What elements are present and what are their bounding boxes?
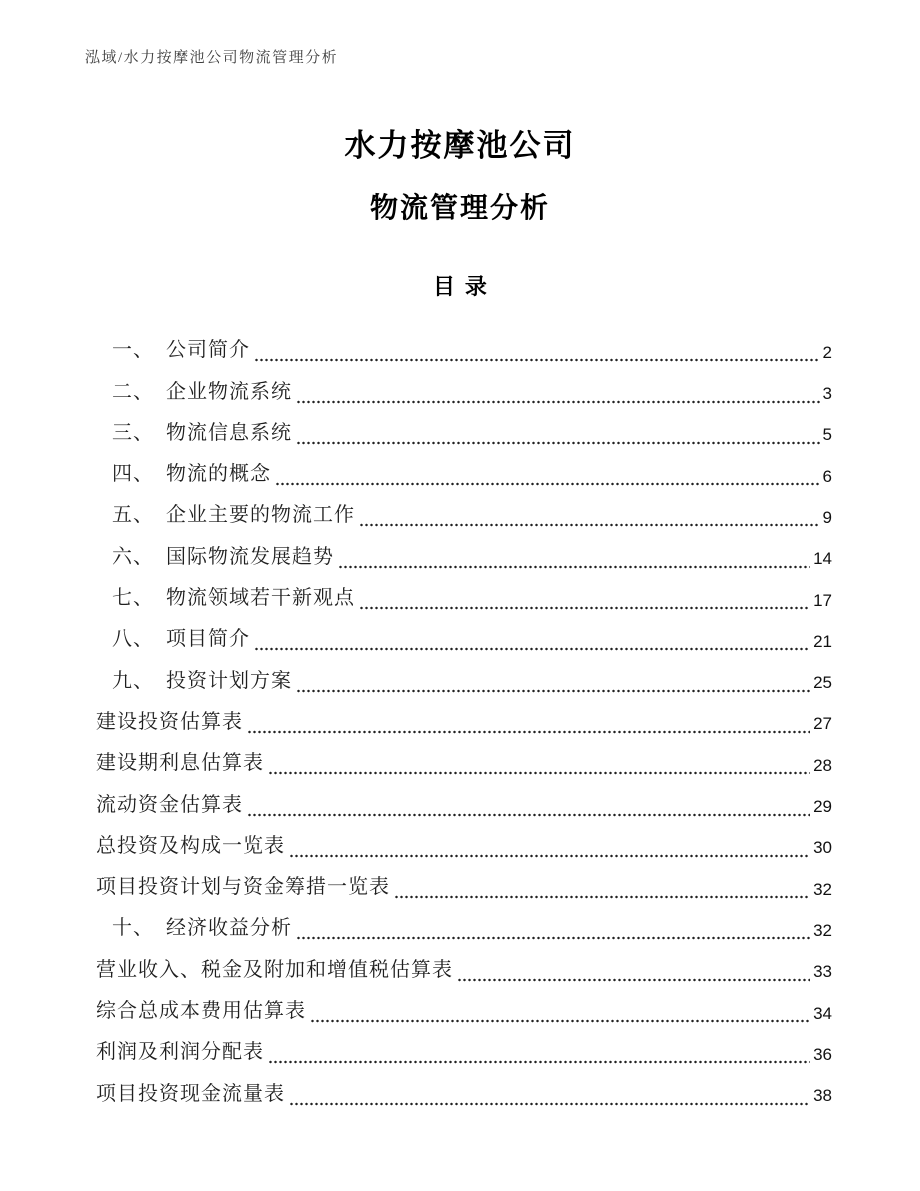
toc-entry-label[interactable]: 利润及利润分配表 — [96, 1041, 264, 1064]
toc-entry[interactable] — [90, 693, 832, 734]
toc-dot-leader — [275, 479, 820, 486]
toc-entry-page: 34 — [813, 1003, 832, 1023]
toc-entry-page: 32 — [813, 879, 832, 899]
toc-dot-leader — [254, 355, 820, 362]
toc-entry-label[interactable] — [90, 380, 292, 404]
toc-dot-leader — [254, 644, 810, 651]
toc-entry[interactable] — [90, 362, 832, 403]
toc-dot-leader — [296, 438, 820, 445]
toc-dot-leader — [310, 1016, 810, 1023]
toc-entry[interactable] — [90, 486, 832, 527]
toc-entry-label[interactable] — [90, 916, 292, 940]
toc-entry-label[interactable] — [90, 586, 355, 610]
toc-entry-label[interactable] — [90, 421, 292, 445]
toc-dot-leader — [296, 933, 810, 940]
toc-entry-page: 33 — [813, 962, 832, 982]
toc-entry[interactable] — [90, 527, 832, 568]
toc-entry-label[interactable]: 建设投资估算表 — [96, 710, 243, 733]
toc-entry-page: 21 — [813, 631, 832, 651]
toc-entry-label[interactable]: 项目投资现金流量表 — [96, 1082, 285, 1105]
toc-entry-label[interactable] — [90, 503, 355, 527]
toc-entry-page: 5 — [822, 425, 832, 445]
toc-dot-leader — [359, 520, 820, 527]
toc-entry-page: 36 — [813, 1044, 832, 1064]
toc-entry-title: 投资计划方案 — [166, 669, 292, 692]
toc-entry-title: 公司简介 — [166, 339, 250, 362]
toc-entry-number: 二、 — [112, 380, 154, 403]
toc-entry-page: 29 — [813, 797, 832, 817]
toc-dot-leader — [247, 810, 810, 817]
toc-entry-page: 2 — [822, 342, 832, 362]
page-header-text: 泓域/水力按摩池公司物流管理分析 — [85, 50, 339, 66]
toc-entry-page: 14 — [813, 549, 832, 569]
toc-dot-leader — [338, 562, 810, 569]
toc-entry-page: 17 — [813, 590, 832, 610]
toc-entry-title: 企业主要的物流工作 — [166, 504, 355, 527]
toc-entry[interactable] — [90, 1064, 832, 1105]
toc-entry-page: 3 — [822, 384, 832, 404]
toc-entry-number: 六、 — [112, 545, 154, 568]
toc-entry-title: 国际物流发展趋势 — [166, 545, 334, 568]
toc-dot-leader — [394, 892, 810, 899]
toc-dot-leader — [247, 727, 810, 734]
toc-entry-label[interactable] — [90, 669, 292, 693]
toc-entry[interactable] — [90, 734, 832, 775]
toc-entry[interactable] — [90, 940, 832, 981]
toc-entry-page: 28 — [813, 755, 832, 775]
document-title-line2: 物流管理分析 — [369, 192, 550, 223]
toc-entry[interactable] — [90, 899, 832, 940]
page-header — [85, 46, 338, 67]
toc-dot-leader — [296, 397, 820, 404]
toc-entry-number: 五、 — [112, 504, 154, 527]
toc-dot-leader — [289, 851, 810, 858]
toc-entry[interactable] — [90, 775, 832, 816]
toc-entry-page: 9 — [822, 507, 832, 527]
toc-entry-title: 物流领域若干新观点 — [166, 587, 355, 610]
toc-entry[interactable] — [90, 569, 832, 610]
toc-entry-page: 27 — [813, 714, 832, 734]
toc-entry-number: 八、 — [112, 628, 154, 651]
toc-entry[interactable] — [90, 445, 832, 486]
toc-entry[interactable] — [90, 982, 832, 1023]
toc-entry-number: 三、 — [112, 421, 154, 444]
toc-entry-page: 6 — [822, 466, 832, 486]
toc-entry-number: 一、 — [112, 339, 154, 362]
toc-entry-number: 九、 — [112, 669, 154, 692]
toc-entry-title: 项目简介 — [166, 628, 250, 651]
toc-entry[interactable] — [90, 817, 832, 858]
toc-entry[interactable] — [90, 1023, 832, 1064]
document-title-line1: 水力按摩池公司 — [344, 128, 576, 163]
toc-dot-leader — [296, 686, 810, 693]
toc-entry[interactable] — [90, 610, 832, 651]
toc-dot-leader — [359, 603, 810, 610]
toc-entry-page: 30 — [813, 838, 832, 858]
toc-entry-title: 企业物流系统 — [166, 380, 292, 403]
toc-entry-label[interactable]: 项目投资计划与资金筹措一览表 — [96, 876, 390, 899]
toc-entry-page: 25 — [813, 673, 832, 693]
toc-entry-label[interactable] — [90, 545, 334, 569]
toc-entry[interactable] — [90, 404, 832, 445]
toc-dot-leader — [457, 975, 810, 982]
toc-entry-label[interactable] — [90, 462, 271, 486]
toc-entry-label[interactable]: 营业收入、税金及附加和增值税估算表 — [96, 958, 453, 981]
toc-entry[interactable] — [90, 858, 832, 899]
toc-entry-number: 四、 — [112, 463, 154, 486]
toc-entry-page: 32 — [813, 920, 832, 940]
toc-entry-label[interactable] — [90, 338, 250, 362]
toc-entry-label[interactable]: 总投资及构成一览表 — [96, 834, 285, 857]
toc-entry-page: 38 — [813, 1086, 832, 1106]
toc-heading: 目录 — [433, 274, 497, 299]
toc-dot-leader — [268, 1057, 810, 1064]
toc-entry-title: 物流信息系统 — [166, 421, 292, 444]
toc-dot-leader — [289, 1099, 810, 1106]
toc-entry-title: 经济收益分析 — [166, 917, 292, 940]
toc-entry-label[interactable]: 流动资金估算表 — [96, 793, 243, 816]
toc-list — [90, 321, 832, 1106]
toc-entry-label[interactable]: 建设期利息估算表 — [96, 752, 264, 775]
toc-entry[interactable] — [90, 321, 832, 362]
toc-entry-label[interactable] — [90, 627, 250, 651]
toc-entry-label[interactable]: 综合总成本费用估算表 — [96, 1000, 306, 1023]
toc-dot-leader — [268, 768, 810, 775]
toc-entry-title: 物流的概念 — [166, 463, 271, 486]
toc-entry[interactable] — [90, 651, 832, 692]
toc-entry-number: 七、 — [112, 587, 154, 610]
toc-entry-number: 十、 — [112, 917, 154, 940]
